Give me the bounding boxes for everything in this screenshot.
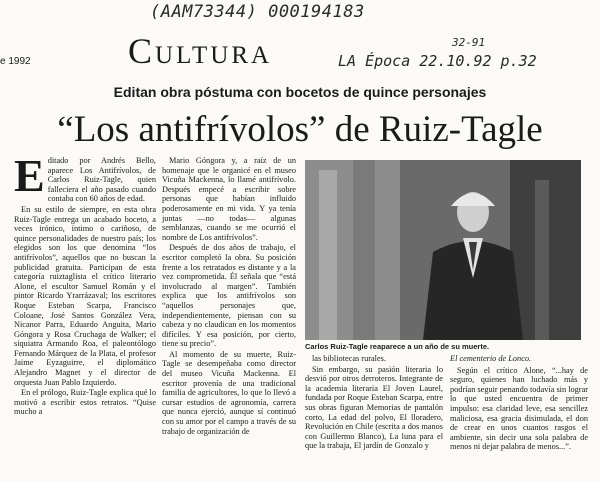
portrait-photo [305, 160, 581, 340]
article-column-1 [14, 156, 156, 474]
archive-code: (AAM73344) 000194183 [150, 2, 365, 22]
paragraph: El cementerio de Lonco. [450, 354, 532, 363]
paragraph: En el prólogo, Ruiz-Tagle explica qué lo motivó a escribir estos retratos. “Quise mucho a [14, 388, 156, 417]
paragraph: En su estilo de siempre, en esta obra Ruiz-Tagle entrega un acabado boceto, a veces irónico, íntimo o cariñoso, de quince personalidades de nuestro país; los elegidos son los que denomina “los antifrívolos”, aquellos que no buscan la publicidad gratuita. Participan de esta categoría ruiztaglista el crítico literario Alone, el escultor Samuel Román y el pintor Ricardo Yrarrázaval; los escritores Roque Esteban Scarpa, Francisco Coloane, José Santos González Vera, Nicanor Parra, Eduardo Anguita, Mario Góngora y Rosa Cruchaga de Walker; el siquiatra Armando Roa, el paleontólogo Fernando Márquez de la Plata, el profesor Jaime Eyzaguirre, el diplomático Alejandro Magnet y el director de orquesta Juan Pablo Izquierdo. [14, 204, 156, 387]
paragraph: las bibliotecas rurales. [312, 354, 386, 363]
headline: “Los antifrívolos” de Ruiz-Tagle [57, 109, 543, 150]
source-note: LA Época 22.10.92 p.32 [338, 52, 537, 70]
portrait-illustration [305, 160, 581, 340]
paragraph: ditado por Andrés Bello, aparece Los Antifrívolos, de Carlos Ruiz-Tagle, quien falleciera el año pasado cuando contaba con 60 años de edad. [47, 156, 156, 204]
drop-cap: E [14, 156, 45, 201]
section-title: Cultura [128, 31, 273, 71]
paragraph: Al momento de su muerte, Ruiz-Tagle se desempeñaba como director del museo Vicuña Mackenna. El escritor provenía de una tradicional familia de agricultores, lo que lo llevó a cursar estudios de agronomía, carrera que nunca ejerció, aunque sí continuó con su amor por el campo a través de su trabajo de organización de [162, 349, 296, 436]
photo-caption: Carlos Ruiz-Tagle reaparece a un año de su muerte. [305, 342, 490, 351]
reference-number: 32-91 [452, 36, 486, 49]
article-column-3 [305, 354, 443, 474]
paragraph: Mario Góngora y, a raíz de un homenaje que le organicé en el museo Vicuña Mackenna, lo llamé antifrívolo. Después empecé a escribir sobre personas que habían influido poderosamente en mi vida. Y ya tenía juntas —no todas— algunas semblanzas, cuando se me ocurrió el nombre de Los antifrívolos”. [162, 156, 296, 242]
paragraph: Según el crítico Alone, “...hay de seguro, quienes han luchado más y podrían seguir penando todavía sin lograr lo que usted encuentra de primer impulso: esa claridad leve, esa sencillez maliciosa, esa gracia disimulada, el don de crear en unos cuantos rasgos el ambiente, sin decir una sola palabra de menos ni dejar palabra de menos...”. [450, 365, 588, 452]
article-column-2 [162, 156, 296, 474]
subheadline: Editan obra póstuma con bocetos de quince personajes [113, 84, 487, 100]
date-fragment: e 1992 [0, 56, 31, 67]
paragraph: Sin embargo, su pasión literaria lo desvió por otros derroteros. Integrante de la academia literaria El Joven Laurel, fundada por Roque Esteban Scarpa, entre sus obras figuran Memorias de pantalón corto, La edad del polvo, El lloradero, Revolución en Chile (escrita a dos manos con Guillermo Blanco), La luna para el que la trabaja, El jardín de Gonzalo y [305, 364, 443, 451]
paragraph: Después de dos años de trabajo, el escritor completó la obra. Su posición frente a los retratados es distante y a la vez comprometida. Él señala que “está involucrado al margen”. También explica que los antifrívolos son “aquellos personajes que, independientemente, piensan con su cabeza y no claudican en los momentos difíciles. Y esa posición, por cierto, tiene su precio”. [162, 243, 296, 349]
article-column-4 [450, 354, 588, 474]
